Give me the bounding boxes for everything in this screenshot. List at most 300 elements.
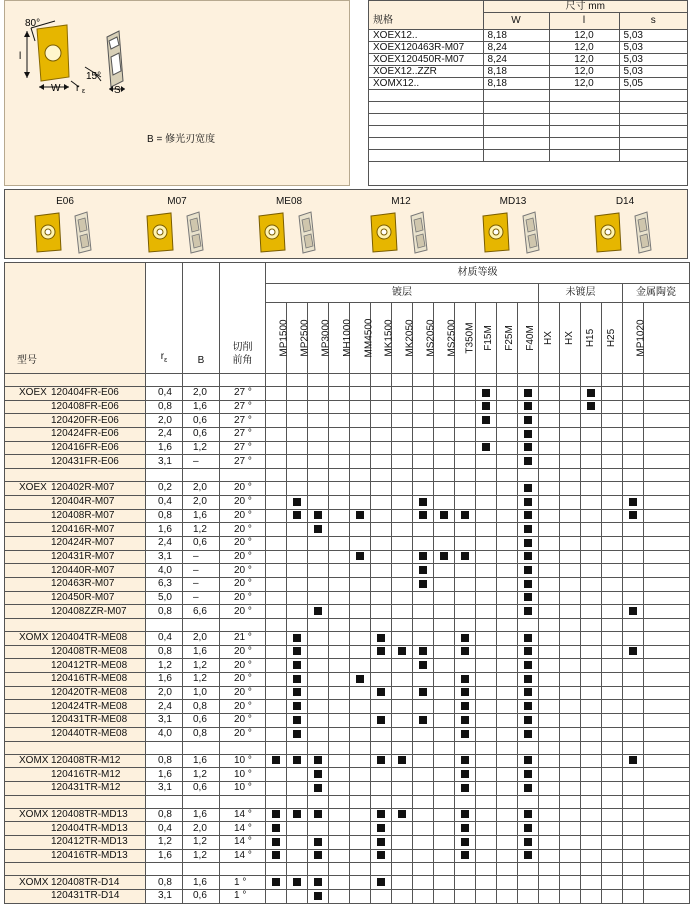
r-value: 1,6 xyxy=(146,441,183,455)
table-row xyxy=(5,822,690,836)
grade-cell xyxy=(623,495,644,509)
available-mark xyxy=(524,770,532,778)
grade-cell xyxy=(476,822,497,836)
available-mark xyxy=(314,810,322,818)
model-code: 120412TR-ME08 xyxy=(51,659,128,671)
grade-cell xyxy=(623,768,644,782)
dim-s: 5,03 xyxy=(619,29,687,41)
available-mark xyxy=(587,402,595,410)
grade-cell xyxy=(560,414,581,428)
grade-cell xyxy=(434,808,455,822)
model-cell xyxy=(5,659,146,673)
grade-cell xyxy=(287,455,308,469)
angle-value: 20 ° xyxy=(220,495,266,509)
model-cell xyxy=(5,673,146,687)
grade-cell xyxy=(371,523,392,537)
grade-cell xyxy=(434,605,455,619)
available-mark xyxy=(419,566,427,574)
grade-cell xyxy=(350,509,371,523)
grade-cell xyxy=(308,455,329,469)
grade-cell xyxy=(602,536,623,550)
grade-cell xyxy=(434,536,455,550)
grade-cell xyxy=(350,808,371,822)
available-mark xyxy=(419,498,427,506)
grade-cell xyxy=(392,564,413,578)
angle-value: 10 ° xyxy=(220,754,266,768)
geometry-label: M12 xyxy=(391,196,411,207)
model-cell xyxy=(5,414,146,428)
available-mark xyxy=(272,851,280,859)
table-row xyxy=(5,849,690,863)
grade-cell xyxy=(602,591,623,605)
grade-cell xyxy=(560,849,581,863)
available-mark xyxy=(524,647,532,655)
grade-cell xyxy=(413,387,434,401)
available-mark xyxy=(461,838,469,846)
grade-cell xyxy=(497,632,518,646)
table-row xyxy=(5,727,690,741)
grade-cell xyxy=(287,414,308,428)
grade-cell xyxy=(476,754,497,768)
grade-cell xyxy=(308,700,329,714)
grade-cell xyxy=(560,700,581,714)
b-value: 0,6 xyxy=(183,428,220,442)
grade-cell xyxy=(392,768,413,782)
grade-cell xyxy=(329,400,350,414)
dim-l: 12,0 xyxy=(549,29,619,41)
grade-cell xyxy=(413,768,434,782)
grade-cell xyxy=(371,387,392,401)
grade-cell xyxy=(329,700,350,714)
grade-cell xyxy=(434,441,455,455)
model-code: 120450R-M07 xyxy=(51,591,115,603)
grade-cell xyxy=(266,686,287,700)
grade-cell xyxy=(308,673,329,687)
grade-cell xyxy=(413,890,434,904)
grade-cell xyxy=(350,577,371,591)
grade-cell xyxy=(602,659,623,673)
grade-cell xyxy=(497,482,518,496)
available-mark xyxy=(461,647,469,655)
grade-cell xyxy=(308,822,329,836)
angle-value: 27 ° xyxy=(220,455,266,469)
grade-cell xyxy=(413,482,434,496)
insert-image xyxy=(365,210,445,254)
available-mark xyxy=(272,824,280,832)
grade-cell xyxy=(476,890,497,904)
model-prefix: XOMX xyxy=(19,632,49,644)
spacer-row xyxy=(5,795,690,808)
grade-cell xyxy=(581,414,602,428)
grade-cell xyxy=(623,822,644,836)
grade-cell xyxy=(455,455,476,469)
grade-cell xyxy=(518,605,539,619)
grade-cell xyxy=(476,673,497,687)
grade-cell xyxy=(518,890,539,904)
grade-cell xyxy=(581,700,602,714)
grade-cell xyxy=(350,387,371,401)
table-row xyxy=(5,400,690,414)
grade-cell xyxy=(455,673,476,687)
r-value: 2,0 xyxy=(146,686,183,700)
model-cell xyxy=(5,876,146,890)
available-mark xyxy=(419,552,427,560)
angle-value: 20 ° xyxy=(220,727,266,741)
grade-cell xyxy=(329,686,350,700)
grade-cell xyxy=(476,808,497,822)
grade-cell xyxy=(455,835,476,849)
grade-cell xyxy=(434,400,455,414)
table-row xyxy=(5,509,690,523)
available-mark xyxy=(314,878,322,886)
dim-empty-row xyxy=(369,125,687,137)
grade-cell xyxy=(455,509,476,523)
grade-cell xyxy=(287,387,308,401)
dim-empty-row xyxy=(369,149,687,161)
grade-cell xyxy=(581,591,602,605)
w-header: W xyxy=(483,13,549,30)
model-cell xyxy=(5,400,146,414)
grade-cell xyxy=(287,495,308,509)
grade-cell xyxy=(476,428,497,442)
grade-cell xyxy=(476,441,497,455)
grade-cell xyxy=(476,550,497,564)
grade-cell xyxy=(329,835,350,849)
grade-cell xyxy=(602,686,623,700)
grade-cell xyxy=(623,849,644,863)
grade-cell xyxy=(560,591,581,605)
spacer-row xyxy=(5,619,690,632)
grade-cell xyxy=(518,523,539,537)
grade-cell xyxy=(329,441,350,455)
grade-cell xyxy=(560,536,581,550)
grade-cell xyxy=(371,768,392,782)
grade-cell xyxy=(455,768,476,782)
insert-dimension-drawing xyxy=(5,1,351,121)
table-row xyxy=(5,482,690,496)
model-code: 120404TR-MD13 xyxy=(51,822,128,834)
available-mark xyxy=(461,688,469,696)
grade-cell xyxy=(308,727,329,741)
geometry-label: MD13 xyxy=(499,196,527,207)
grade-cell xyxy=(497,495,518,509)
grade-cell xyxy=(518,876,539,890)
grade-header-ms2500: MS2500 xyxy=(434,303,455,374)
grade-cell xyxy=(539,564,560,578)
grade-cell xyxy=(539,714,560,728)
grade-cell xyxy=(434,835,455,849)
b-value: 1,2 xyxy=(183,441,220,455)
grade-cell xyxy=(602,400,623,414)
r-value: 2,4 xyxy=(146,428,183,442)
model-code: 120408TR-M12 xyxy=(51,754,121,766)
available-mark xyxy=(524,838,532,846)
grade-cell xyxy=(518,414,539,428)
insert-image xyxy=(253,210,333,254)
available-mark xyxy=(356,511,364,519)
grade-header-f25m: F25M xyxy=(497,303,518,374)
b-value: 2,0 xyxy=(183,822,220,836)
dim-row xyxy=(369,29,687,41)
model-cell xyxy=(5,495,146,509)
available-mark xyxy=(293,498,301,506)
grade-cell xyxy=(518,441,539,455)
grade-cell xyxy=(434,509,455,523)
grade-cell xyxy=(350,876,371,890)
grade-cell xyxy=(476,727,497,741)
dim-spec: XOEX120463R-M07 xyxy=(369,41,483,53)
grade-cell xyxy=(413,455,434,469)
r-value: 5,0 xyxy=(146,591,183,605)
b-value: 1,2 xyxy=(183,523,220,537)
grade-cell xyxy=(371,428,392,442)
grade-cell xyxy=(287,605,308,619)
grade-cell xyxy=(329,428,350,442)
grade-cell xyxy=(434,428,455,442)
grade-cell xyxy=(602,876,623,890)
grade-cell xyxy=(455,754,476,768)
r-header: $r_\varepsilon$ xyxy=(146,263,183,374)
grade-cell xyxy=(497,849,518,863)
available-mark xyxy=(377,824,385,832)
grade-cell xyxy=(476,659,497,673)
grade-cell xyxy=(308,400,329,414)
grade-cell xyxy=(455,441,476,455)
grade-cell xyxy=(455,550,476,564)
model-code: 120420TR-ME08 xyxy=(51,687,128,699)
grade-header-mp1500: MP1500 xyxy=(266,303,287,374)
available-mark xyxy=(524,580,532,588)
grade-cell xyxy=(350,428,371,442)
grade-cell xyxy=(623,700,644,714)
available-mark xyxy=(524,457,532,465)
model-prefix: XOMX xyxy=(19,876,49,888)
grade-cell xyxy=(413,536,434,550)
grade-cell xyxy=(287,645,308,659)
b-value: 1,6 xyxy=(183,754,220,768)
grade-cell xyxy=(308,781,329,795)
r-value: 0,8 xyxy=(146,808,183,822)
model-cell xyxy=(5,591,146,605)
grade-cell xyxy=(350,768,371,782)
grade-cell xyxy=(539,482,560,496)
available-mark xyxy=(524,552,532,560)
grade-cell xyxy=(287,441,308,455)
available-mark xyxy=(293,810,301,818)
grade-cell xyxy=(497,577,518,591)
grade-cell xyxy=(350,822,371,836)
available-mark xyxy=(272,810,280,818)
available-mark xyxy=(314,770,322,778)
dim-w: 8,24 xyxy=(483,53,549,65)
grade-cell xyxy=(455,495,476,509)
b-value: 1,6 xyxy=(183,400,220,414)
model-cell xyxy=(5,509,146,523)
model-code: 120463R-M07 xyxy=(51,578,115,590)
available-mark xyxy=(377,688,385,696)
grade-cell xyxy=(434,673,455,687)
grade-cell xyxy=(371,400,392,414)
grade-cell xyxy=(434,564,455,578)
grade-cell xyxy=(308,441,329,455)
available-mark xyxy=(524,661,532,669)
available-mark xyxy=(461,784,469,792)
grade-cell xyxy=(602,550,623,564)
model-cell xyxy=(5,727,146,741)
grade-cell xyxy=(581,768,602,782)
grade-cell xyxy=(497,727,518,741)
angle-value: 20 ° xyxy=(220,564,266,578)
grade-cell xyxy=(539,441,560,455)
grade-cell xyxy=(329,482,350,496)
dim-row xyxy=(369,53,687,65)
grade-cell xyxy=(581,876,602,890)
available-mark xyxy=(461,730,469,738)
grade-cell xyxy=(287,876,308,890)
available-mark xyxy=(272,756,280,764)
available-mark xyxy=(314,784,322,792)
geometry-label: E06 xyxy=(56,196,74,207)
grade-cell xyxy=(392,849,413,863)
grade-cell xyxy=(497,835,518,849)
model-cell xyxy=(5,632,146,646)
grade-cell xyxy=(455,428,476,442)
available-mark xyxy=(524,634,532,642)
grade-cell xyxy=(581,645,602,659)
grade-cell xyxy=(308,645,329,659)
grade-header-mk1500: MK1500 xyxy=(371,303,392,374)
grade-cell xyxy=(308,495,329,509)
r-value: 0,8 xyxy=(146,645,183,659)
available-mark xyxy=(629,756,637,764)
grade-cell xyxy=(350,700,371,714)
grade-cell xyxy=(350,536,371,550)
grade-cell xyxy=(497,659,518,673)
grade-cell xyxy=(308,754,329,768)
grade-cell xyxy=(623,686,644,700)
model-code: 120424TR-ME08 xyxy=(51,700,128,712)
grade-cell xyxy=(497,686,518,700)
model-cell xyxy=(5,849,146,863)
grade-cell xyxy=(539,673,560,687)
grade-cell xyxy=(392,455,413,469)
grade-cell xyxy=(518,849,539,863)
available-mark xyxy=(293,511,301,519)
grade-cell xyxy=(350,714,371,728)
grade-cell xyxy=(413,605,434,619)
grade-cell xyxy=(434,495,455,509)
b-value: – xyxy=(183,550,220,564)
grade-cell xyxy=(581,727,602,741)
dim-s: 5,03 xyxy=(619,53,687,65)
grade-cell xyxy=(539,605,560,619)
grade-cell xyxy=(560,673,581,687)
grade-cell xyxy=(266,876,287,890)
table-row xyxy=(5,564,690,578)
b-value: 2,0 xyxy=(183,632,220,646)
grade-cell xyxy=(287,536,308,550)
model-prefix: XOMX xyxy=(19,754,49,766)
grade-cell xyxy=(497,700,518,714)
grade-cell xyxy=(560,550,581,564)
grade-cell xyxy=(434,686,455,700)
grade-header-mp3000: MP3000 xyxy=(308,303,329,374)
insert-image xyxy=(477,210,557,254)
angle-value: 27 ° xyxy=(220,428,266,442)
grade-cell xyxy=(539,577,560,591)
grade-cell xyxy=(392,387,413,401)
model-code: 120431FR-E06 xyxy=(51,455,119,467)
available-mark xyxy=(377,634,385,642)
dim-spec: XOEX12.. xyxy=(369,29,483,41)
r-value: 4,0 xyxy=(146,727,183,741)
grade-cell xyxy=(371,700,392,714)
table-row xyxy=(5,632,690,646)
grade-cell xyxy=(371,536,392,550)
grade-cell xyxy=(455,387,476,401)
grade-cell xyxy=(497,550,518,564)
table-row xyxy=(5,414,690,428)
grade-cell xyxy=(434,523,455,537)
grade-cell xyxy=(434,754,455,768)
grade-header-hx: HX xyxy=(539,303,560,374)
grade-cell xyxy=(350,564,371,578)
grade-cell xyxy=(371,632,392,646)
grade-cell xyxy=(476,714,497,728)
r-value: 1,2 xyxy=(146,659,183,673)
grade-cell xyxy=(371,482,392,496)
grade-cell xyxy=(581,441,602,455)
grade-cell xyxy=(581,659,602,673)
grade-cell xyxy=(602,835,623,849)
grade-cell xyxy=(518,727,539,741)
grade-cell xyxy=(371,564,392,578)
available-mark xyxy=(461,756,469,764)
table-row xyxy=(5,605,690,619)
available-mark xyxy=(524,784,532,792)
grade-cell xyxy=(518,632,539,646)
grade-cell xyxy=(476,387,497,401)
grade-cell xyxy=(560,605,581,619)
grade-cell xyxy=(266,605,287,619)
angle-value: 20 ° xyxy=(220,523,266,537)
b-value: 0,6 xyxy=(183,890,220,904)
r-value: 3,1 xyxy=(146,890,183,904)
available-mark xyxy=(524,702,532,710)
available-mark xyxy=(293,688,301,696)
grade-cell xyxy=(350,632,371,646)
b-value: 1,2 xyxy=(183,835,220,849)
angle-value: 20 ° xyxy=(220,509,266,523)
angle-value: 20 ° xyxy=(220,673,266,687)
grade-cell xyxy=(434,659,455,673)
grade-cell xyxy=(308,808,329,822)
grade-cell xyxy=(455,714,476,728)
available-mark xyxy=(524,402,532,410)
grade-cell xyxy=(560,727,581,741)
grade-cell xyxy=(560,686,581,700)
grade-cell xyxy=(518,387,539,401)
grade-cell xyxy=(371,455,392,469)
grade-cell xyxy=(497,428,518,442)
available-mark xyxy=(461,824,469,832)
grade-cell xyxy=(539,659,560,673)
grade-cell xyxy=(266,673,287,687)
grade-cell xyxy=(623,659,644,673)
grade-cell xyxy=(455,876,476,890)
geometry-m12 xyxy=(345,190,457,258)
grade-cell xyxy=(455,536,476,550)
